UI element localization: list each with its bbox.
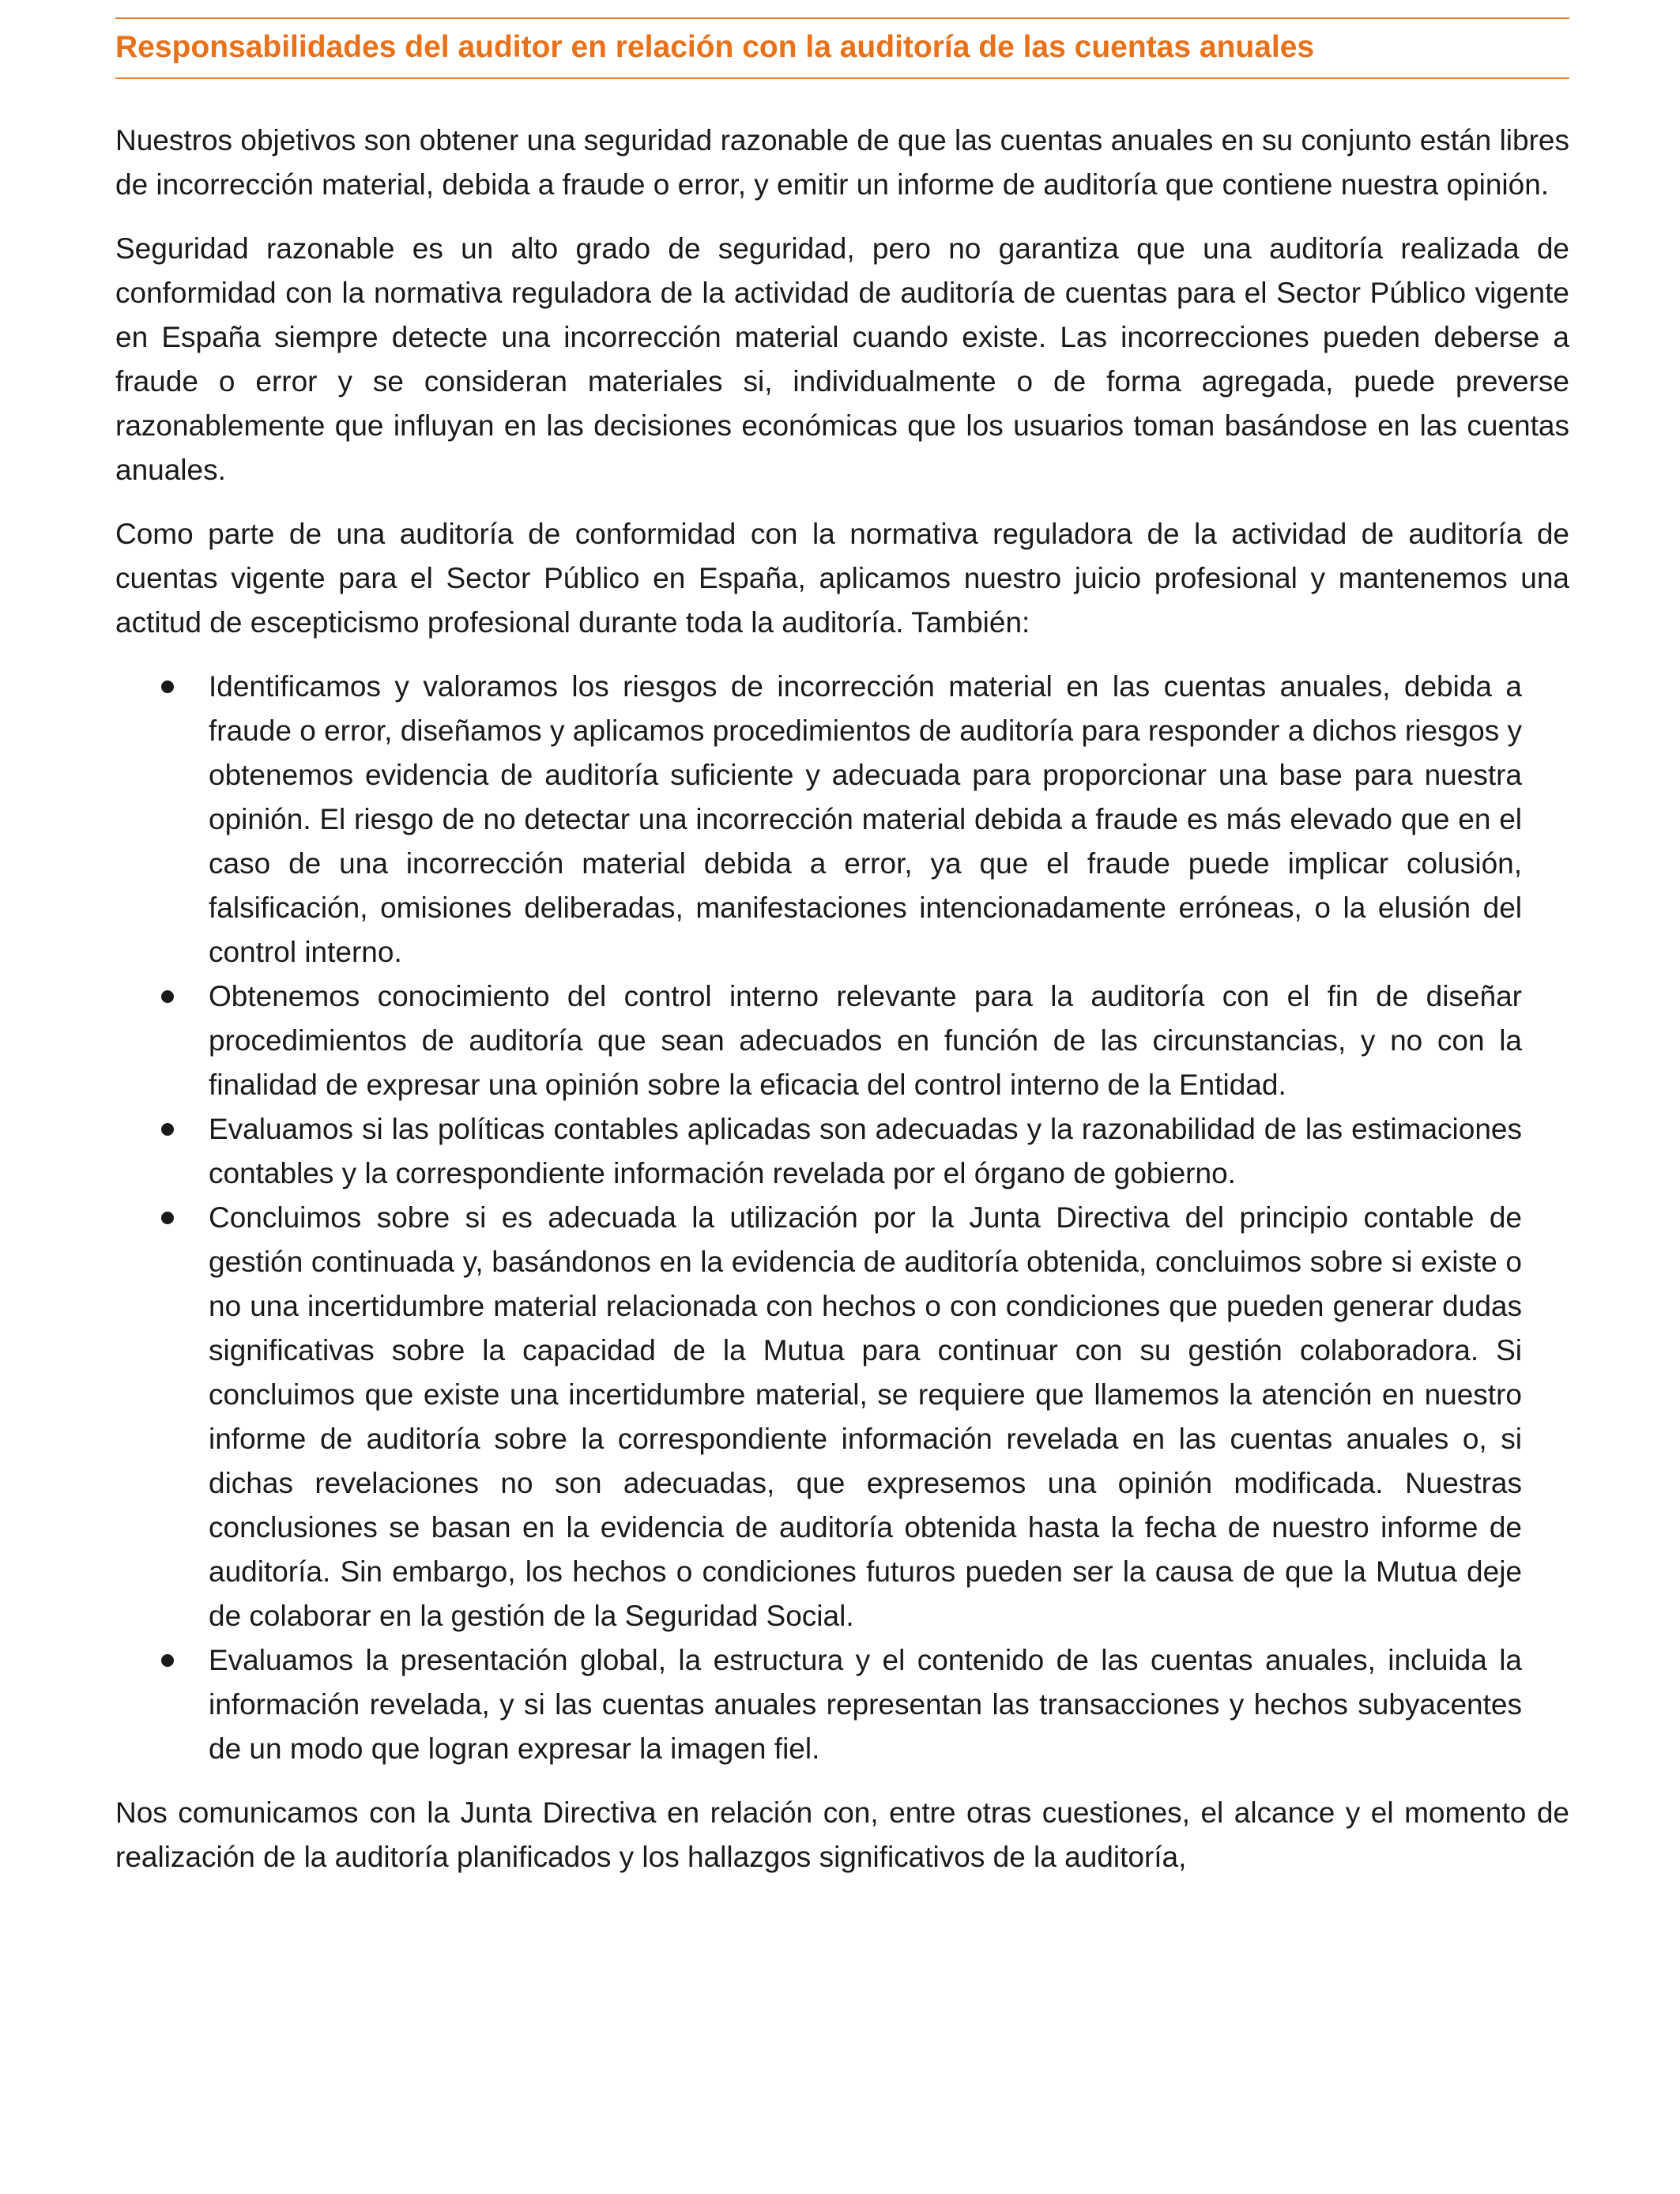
bullet-icon	[161, 1123, 174, 1136]
document-page	[115, 17, 1569, 1899]
paragraph-communication: Nos comunicamos con la Junta Directiva en relación con, entre otras cuestiones, el alcance y el momento de realización de la auditoría planificados y los hallazgos significativos de la auditoría,	[115, 1796, 1569, 1873]
responsibilities-list	[115, 665, 1569, 1771]
bullet-icon	[161, 680, 174, 693]
section-heading-block	[115, 17, 1569, 79]
list-item-text: Identificamos y valoramos los riesgos de incorrección material en las cuentas anuales, debida a fraude o error, diseñamos y aplicamos procedimientos de auditoría para responder a dichos riesgos y obtenemos evidencia de auditoría suficiente y adecuada para proporcionar una base para nuestra opinión. El riesgo de no detectar una incorrección material debida a fraude es más elevado que en el caso de una incorrección material debida a error, ya que el fraude puede implicar colusión, falsificación, omisiones deliberadas, manifestaciones intencionadamente erróneas, o la elusión del control interno.	[209, 670, 1522, 968]
list-item-text: Obtenemos conocimiento del control interno relevante para la auditoría con el fin de diseñar procedimientos de auditoría que sean adecuados en función de las circunstancias, y no con la finalidad de expresar una opinión sobre la eficacia del control interno de la Entidad.	[209, 980, 1522, 1101]
paragraph-reasonable-assurance: Seguridad razonable es un alto grado de seguridad, pero no garantiza que una auditoría realizada de conformidad con la normativa reguladora de la actividad de auditoría de cuentas para el Sector Público vigente en España siempre detecte una incorrección material cuando existe. Las incorrecciones pueden deberse a fraude o error y se consideran materiales si, individualmente o de forma agregada, puede preverse razonablemente que influyan en las decisiones económicas que los usuarios toman basándose en las cuentas anuales.	[115, 232, 1569, 486]
list-item	[115, 1196, 1569, 1638]
list-item	[115, 665, 1569, 974]
paragraph-objectives: Nuestros objetivos son obtener una seguridad razonable de que las cuentas anuales en su conjunto están libres de incorrección material, debida a fraude o error, y emitir un informe de auditoría que contiene nuestra opinión.	[115, 124, 1569, 201]
bullet-icon	[161, 990, 174, 1003]
bullet-icon	[161, 1212, 174, 1224]
bullet-icon	[161, 1654, 174, 1667]
list-item-text: Evaluamos la presentación global, la estructura y el contenido de las cuentas anuales, incluida la información revelada, y si las cuentas anuales representan las transacciones y hechos subyacentes de un modo que logran expresar la imagen fiel.	[209, 1644, 1522, 1765]
list-item	[115, 1638, 1569, 1771]
list-item-text: Evaluamos si las políticas contables aplicadas son adecuadas y la razonabilidad de las estimaciones contables y la correspondiente información revelada por el órgano de gobierno.	[209, 1113, 1522, 1189]
list-item	[115, 974, 1569, 1107]
list-item-text: Concluimos sobre si es adecuada la utilización por la Junta Directiva del principio contable de gestión continuada y, basándonos en la evidencia de auditoría obtenida, concluimos sobre si existe o no una incertidumbre material relacionada con hechos o con condiciones que pueden generar dudas significativas sobre la capacidad de la Mutua para continuar con su gestión colaboradora. Si concluimos que existe una incertidumbre material, se requiere que llamemos la atención en nuestro informe de auditoría sobre la correspondiente información revelada en las cuentas anuales o, si dichas revelaciones no son adecuadas, que expresemos una opinión modificada. Nuestras conclusiones se basan en la evidencia de auditoría obtenida hasta la fecha de nuestro informe de auditoría. Sin embargo, los hechos o condiciones futuros pueden ser la causa de que la Mutua deje de colaborar en la gestión de la Seguridad Social.	[209, 1201, 1522, 1632]
paragraph-professional-judgement: Como parte de una auditoría de conformidad con la normativa reguladora de la actividad de auditoría de cuentas vigente para el Sector Público en España, aplicamos nuestro juicio profesional y mantenemos una actitud de escepticismo profesional durante toda la auditoría. También:	[115, 518, 1569, 639]
section-heading: Responsabilidades del auditor en relación con la auditoría de las cuentas anuales	[115, 30, 1315, 64]
list-item	[115, 1107, 1569, 1196]
